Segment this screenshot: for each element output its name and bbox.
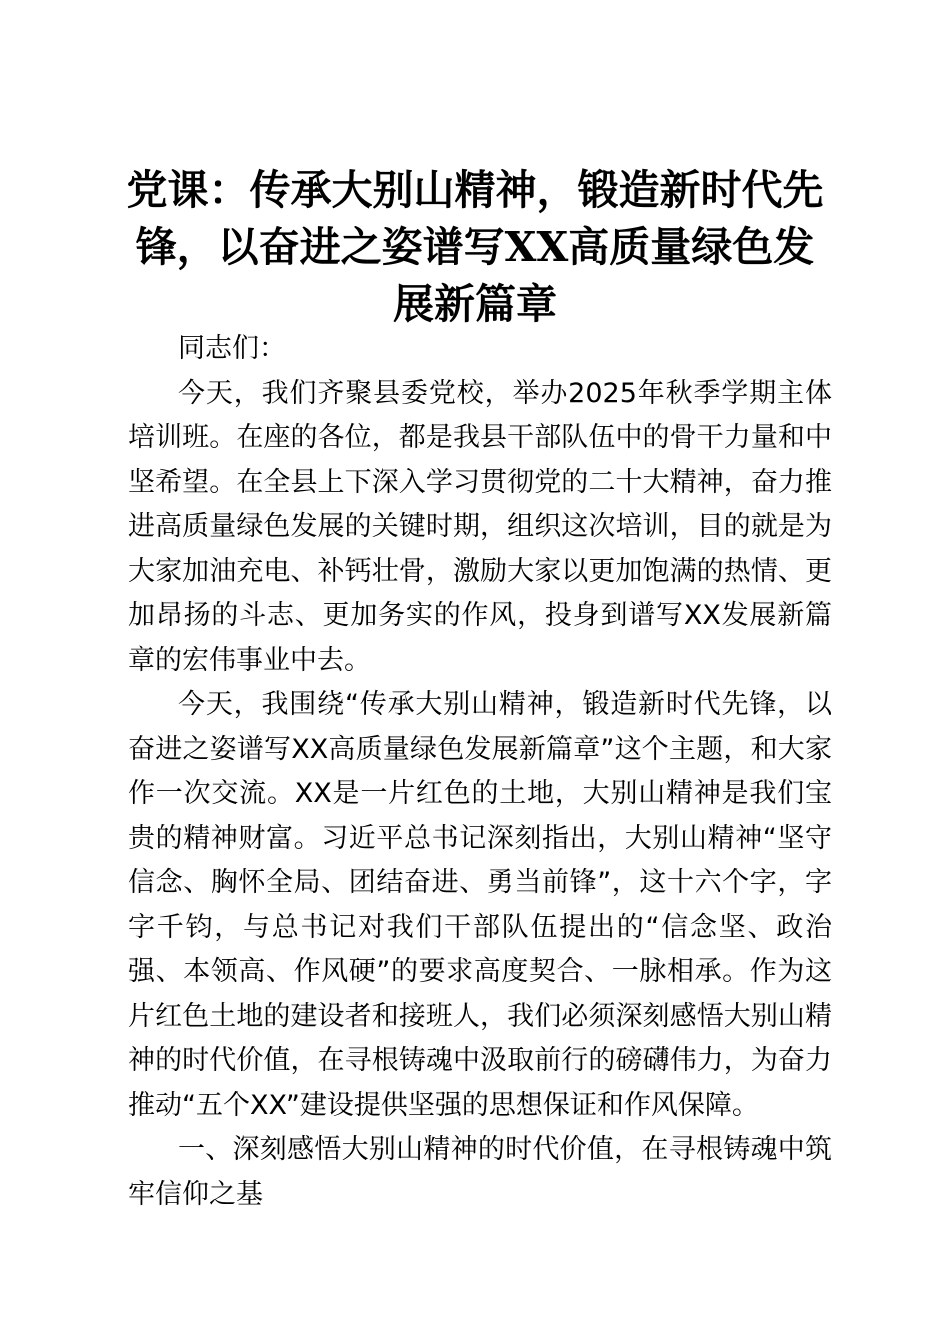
document-body: [128, 327, 832, 1217]
section-heading-one: 一、深刻感悟大别山精神的时代价值，在寻根铸魂中筑牢信仰之基: [128, 1134, 832, 1210]
document-title: 党课：传承大别山精神，锻造新时代先锋，以奋进之姿谱写XX高质量绿色发展新篇章: [126, 166, 824, 328]
paragraph-opening: 今天，我们齐聚县委党校，举办2025年秋季学期主体培训班。在座的各位，都是我县干部队伍中的骨干力量和中坚希望。在全县上下深入学习贯彻党的二十大精神，奋力推进高质量绿色发展的关键时期，组织这次培训，目的就是为大家加油充电、补钙壮骨，激励大家以更加饱满的热情、更加昂扬的斗志、更加务实的作风，投身到谱写XX发展新篇章的宏伟事业中去。: [128, 377, 832, 676]
salutation: 同志们：: [178, 333, 286, 364]
paragraph-theme: 今天，我围绕“传承大别山精神，锻造新时代先锋，以奋进之姿谱写XX高质量绿色发展新篇章”这个主题，和大家作一次交流。XX是一片红色的土地，大别山精神是我们宝贵的精神财富。习近平总书记深刻指出，大别山精神“坚守信念、胸怀全局、团结奋进、勇当前锋”，这十六个字，字字千钧，与总书记对我们干部队伍提出的“信念坚、政治强、本领高、作风硬”的要求高度契合、一脉相承。作为这片红色土地的建设者和接班人，我们必须深刻感悟大别山精神的时代价值，在寻根铸魂中汲取前行的磅礴伟力，为奋力推动“五个XX”建设提供坚强的思想保证和作风保障。: [128, 689, 832, 1121]
